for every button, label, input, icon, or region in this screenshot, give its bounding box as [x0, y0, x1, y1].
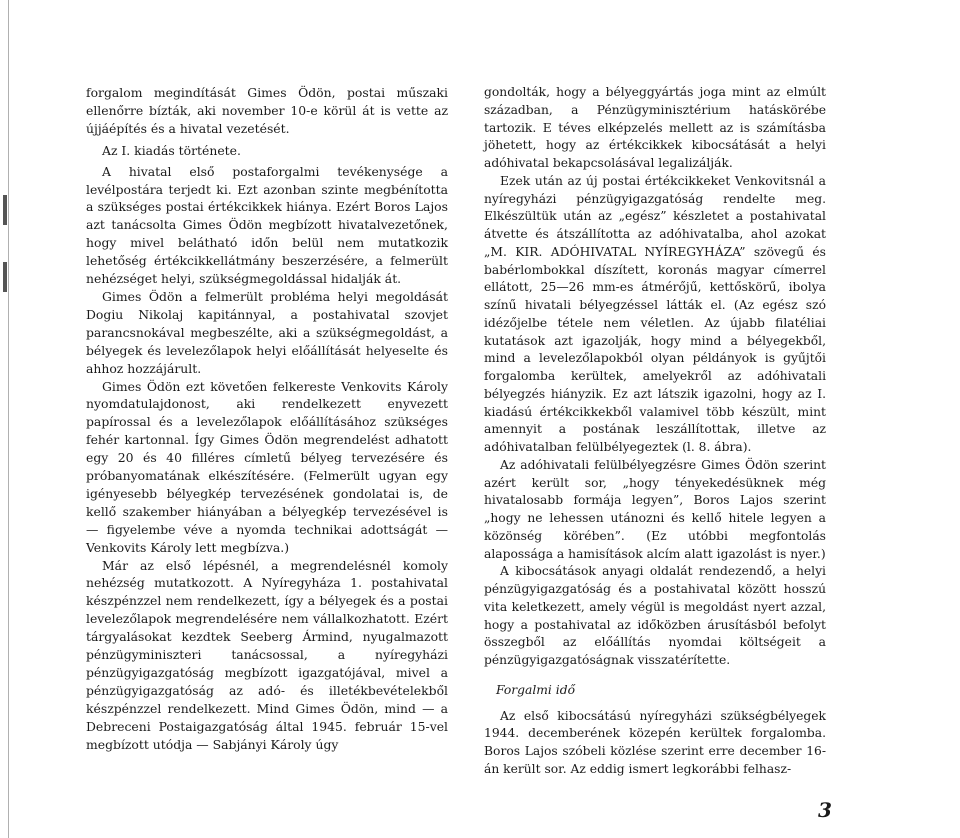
- paragraph: gondolták, hogy a bélyeggyártás joga mint az elmúlt században, a Pénzügyminisztérium hatáskörébe tartozik. E téves elképzelés mellett az is számításba jöhetett, hogy az értékcikkek kibocsátását a helyi adóhivatal bekapcsolásával legalizálják.: [484, 85, 826, 170]
- page-number: 3: [818, 798, 832, 822]
- paragraph: Gimes Ödön a felmerült probléma helyi megoldását Dogiu Nikolaj kapitánnyal, a postahivatal szovjet parancsnokával megbeszélte, aki a szükségmegoldást, a bélyegek és levelezőlapok helyi előállítását helyeselte és ahhoz hozzájárult.: [86, 288, 448, 376]
- paragraph: Már az első lépésnél, a megrendelésnél komoly nehézség mutatkozott. A Nyíregyháza 1. postahivatal készpénzzel nem rendelkezett, így a bélyegek és a postai levelezőlapok megrendelésére nem vállalkozhatott. Ezért tárgyalásokat kezdtek Seeberg Ármind, nyugalmazott pénzügyminiszteri tanácsossal, a nyíregyházi pénzügyigazgatóság megbízott igazgatójával, mivel a pénzügyigazgatóság az adó- és illetékbevételekből készpénzzel rendelkezett. Mind Gimes Ödön, mind — a Debreceni Postaigazgatóság által 1945. február 15-vel megbízott utódja — Sabjányi Károly úgy: [86, 557, 448, 752]
- paragraph: Ezek után az új postai értékcikkeket Venkovitsnál a nyíregyházi pénzügyigazgatóság rendelte meg. Elkészültük után az „egész” készletet a postahivatal átvette és átszállította az adóhivatalba, ahol azokat „M. KIR. ADÓHIVATAL NYÍREGYHÁZA” szövegű és babérlombokkal díszített, koronás magyar címerrel ellátott, 25—26 mm-es átmérőjű, kettőskörű, ibolya színű hivatali bélyegzéssel látták el. (Az egész szó idézőjelbe tétele nem véletlen. Az újabb filatéliai kutatások azt igazolják, hogy mind a bélyegekből, mind a levelezőlapokból olyan példányok is gyűjtői forgalomba kerültek, amelyekről az adóhivatali bélyegzés hiányzik. Ez azt látszik igazolni, hogy az I. kiadású értékcikkekből valamivel több készült, mint amennyit a postának leszállítottak, illetve az adóhivatalban felülbélyegeztek (l. 8. ábra).: [484, 173, 826, 454]
- paragraph: forgalom megindítását Gimes Ödön, postai műszaki ellenőrre bízták, aki november 10-e körül át is vette az újjáépítés és a hivatal vezetését.: [86, 85, 448, 136]
- section-subheading: Forgalmi idő: [496, 682, 575, 697]
- scan-margin-line: [8, 0, 9, 838]
- paragraph: Az első kibocsátású nyíregyházi szükségbélyegek 1944. decemberének közepén kerültek forgalomba. Boros Lajos szóbeli közlése szerint erre december 16-án került sor. Az eddig ismert legkorábbi felhasz-: [484, 708, 826, 776]
- scan-margin-mark: [3, 195, 7, 225]
- paragraph: Gimes Ödön ezt követően felkereste Venkovits Károly nyomdatulajdonost, aki rendelkezett enyvezett papírossal és a levelezőlapok előállításához szükséges fehér kartonnal. Így Gimes Ödön megrendelést adhatott egy 20 és 40 filléres címletű bélyeg tervezésére és próbanyomatának elkészítésére. (Felmerült ugyan egy igényesebb bélyegkép tervezésének gondolatai is, de kellő szakember hiányában a bélyegkép tervezésével is — figyelembe véve a nyomda technikai adottságát — Venkovits Károly lett megbízva.): [86, 378, 448, 555]
- right-text-column: [484, 84, 826, 779]
- paragraph: A hivatal első postaforgalmi tevékenysége a levélpostára terjedt ki. Ezt azonban szinte megbénította a szükséges postai értékcikkek hiánya. Ezért Boros Lajos azt tanácsolta Gimes Ödön megbízott hivatalvezetőnek, hogy mivel belátható időn belül nem mutatkozik lehetőség értékcikkellátmány beszerzésére, a felmerült nehézséget helyi, szükségmegoldással hidalják át.: [86, 163, 448, 287]
- paragraph: A kibocsátások anyagi oldalát rendezendő, a helyi pénzügyigazgatóság és a postahivatal között hosszú vita keletkezett, amely végül is megoldást nyert azzal, hogy a postahivatal az időközben árusításból befolyt összegből az előállítás nyomdai költségeit a pénzügyigazgatóságnak visszatérítette.: [484, 564, 826, 667]
- scan-margin-mark: [3, 262, 7, 292]
- section-heading: Az I. kiadás története.: [102, 142, 241, 158]
- left-text-column: [86, 84, 448, 754]
- paragraph: Az adóhivatali felülbélyegzésre Gimes Ödön szerint azért került sor, „hogy tényekedésüknek még hivatalosabb formája legyen”, Boros Lajos szerint „hogy ne lehessen utánozni és kellő hitele legyen a közönség körében”. (Ez utóbbi megfontolás alapossága a hamisítások alcím alatt igazolást is nyer.): [484, 457, 826, 561]
